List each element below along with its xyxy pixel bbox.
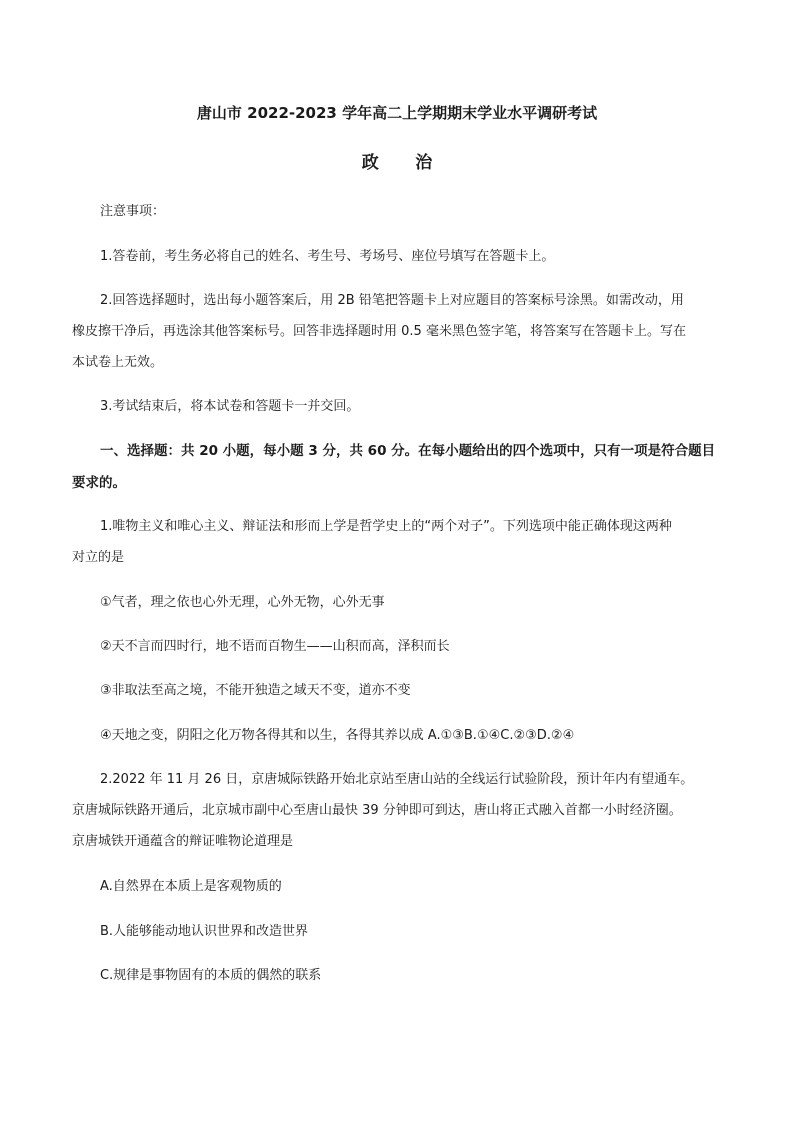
notice-item-1: 1.答卷前，考生务必将自己的姓名、考生号、考场号、座位号填写在答题卡上。 xyxy=(100,249,555,264)
question-1-option-1: ①气者，理之依也心外无理，心外无物，心外无事 xyxy=(100,595,385,610)
question-2-stem-line-3: 京唐城铁开通蕴含的辩证唯物论道理是 xyxy=(72,834,294,849)
section-1-heading-line-1: 一、选择题：共 20 小题，每小题 3 分，共 60 分。在每小题给出的四个选项中，只有一项是符合题目 xyxy=(100,443,716,459)
notice-item-3: 3.考试结束后，将本试卷和答题卡一并交回。 xyxy=(100,399,360,414)
question-1-option-2: ②天不言而四时行，地不语而百物生——山积而高，泽积而长 xyxy=(100,639,450,654)
subject-title: 政 治 xyxy=(361,153,448,173)
notice-item-2-line-1: 2.回答选择题时，选出每小题答案后，用 2B 铅笔把答题卡上对应题目的答案标号涂黑。如需改动，用 xyxy=(100,293,684,308)
question-2-option-a: A.自然界在本质上是客观物质的 xyxy=(100,879,282,894)
question-2-option-b: B.人能够能动地认识世界和改造世界 xyxy=(100,924,309,939)
question-1-stem-line-1: 1.唯物主义和唯心主义、辩证法和形而上学是哲学史上的“两个对子”。下列选项中能正确体现这两种 xyxy=(100,519,672,534)
question-1-option-4: ④天地之变，阴阳之化万物各得其和以生，各得其养以成 A.①③B.①④C.②③D.②④ xyxy=(100,728,575,743)
question-2-stem-line-1: 2.2022 年 11 月 26 日，京唐城际铁路开始北京站至唐山站的全线运行试验阶段，预计年内有望通车。 xyxy=(100,772,694,787)
notice-item-2-line-2: 橡皮擦干净后，再选涂其他答案标号。回答非选择题时用 0.5 毫米黑色签字笔，将答案写在答题卡上。写在 xyxy=(72,324,686,339)
section-1-heading-line-2: 要求的。 xyxy=(72,475,126,491)
exam-title: 唐山市 2022-2023 学年高二上学期期末学业水平调研考试 xyxy=(196,104,598,122)
notice-heading: 注意事项： xyxy=(100,204,166,219)
question-1-option-3: ③非取法至高之境，不能开独造之域天不变，道亦不变 xyxy=(100,683,411,698)
question-2-stem-line-2: 京唐城际铁路开通后，北京城市副中心至唐山最快 39 分钟即可到达，唐山将正式融入首都一小时经济圈。 xyxy=(72,803,682,818)
question-1-stem-line-2: 对立的是 xyxy=(72,550,125,565)
notice-item-2-line-3: 本试卷上无效。 xyxy=(72,355,164,370)
question-2-option-c: C.规律是事物固有的本质的偶然的联系 xyxy=(100,968,322,983)
